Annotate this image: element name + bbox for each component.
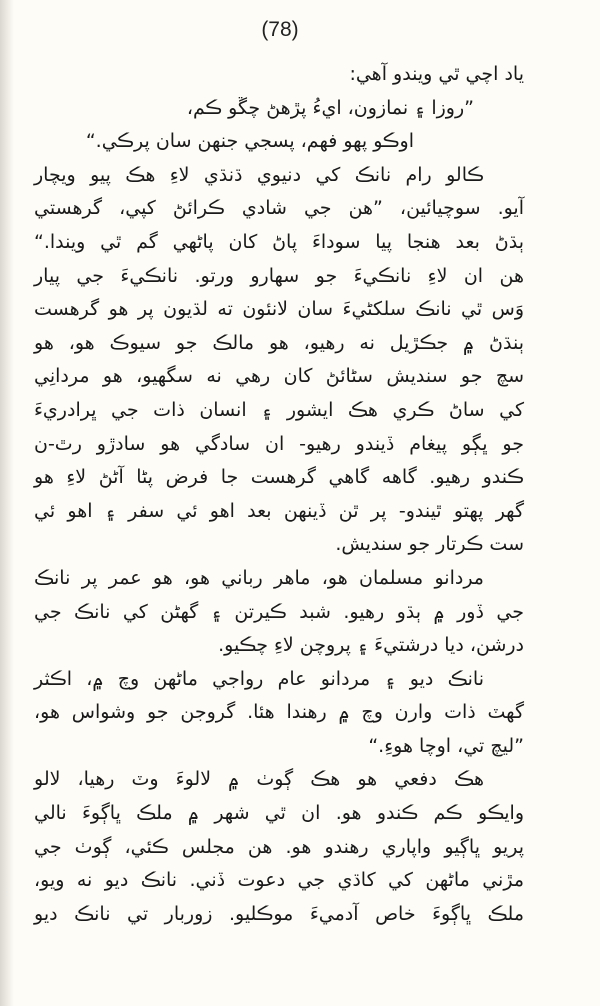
book-gutter-shadow <box>0 0 14 1006</box>
verse-line: اوڪو پهو فهم، پسجي جنهن سان پرڪي.“ <box>85 130 414 153</box>
text-line: هن ان لاءِ نانڪيءَ جو سهارو ورتو. نانڪيءَ جي پيار <box>34 264 524 287</box>
text-line: ٻڌڻ بعد هنجا پيا سوداءَ پاڻ کان پاڻهي گم ٿي ويندا.“ <box>34 230 524 253</box>
text-line: گهر پهتو ٿيندو- پر ٿن ڏينهن بعد اهو ئي سفر ۽ اهو ئي <box>34 499 524 522</box>
text-line: مڙني ماڻهن کي کاڌي جي دعوت ڏني. نانڪ ديو نه ويو، <box>34 869 524 892</box>
text-line: جو ڀڳو پيغام ڏيندو رهيو- ان سادگي هو سادڙو رٿ-ن <box>34 432 524 455</box>
text-line: آيو. سوچيائين، ”هن جي شادي ڪرائڻ کپي، گرهستي <box>34 197 524 220</box>
text-line: کي ساڻ ڪري هڪ ايشور ۽ انسان ذات جي ڀرادريءَ <box>34 398 524 421</box>
text-line: ياد اچي ٿي ويندو آهي: <box>349 63 524 85</box>
text-line: جي ڏور ۾ ٻڌو رهيو. شبد ڪيرتن ۽ گهڻن کي نانڪ جي <box>34 600 524 623</box>
quote-line: ”ليچ تي، اوچا هوءِ.“ <box>368 734 524 757</box>
paragraph-first-line: نانڪ ديو ۽ مردانو عام رواجي ماڻهن وچ ۾، اڪثر <box>34 667 484 690</box>
text-line: وايڪو ڪم ڪندو هو. ان ٿي شهر ۾ ملڪ ڀاڳوءَ نالي <box>34 802 524 825</box>
paragraph-first-line: هڪ دفعي هو هڪ ڳوٺ ۾ لالوءَ وٽ رهيا، لالو <box>34 768 484 791</box>
page-number: (78) <box>261 18 299 41</box>
text-line: پريو ڀاڳيو واپاري رهندو هو. هن مجلس ڪئي، ڳوٺ جي <box>34 835 524 858</box>
text-line: ڪندو رهيو. گاهه گاهي گرهست جا فرض پڻا آڻڻ لاءِ هو <box>34 466 524 489</box>
paragraph-first-line: مردانو مسلمان هو، ماهر رباني هو، هو عمر پر نانڪ <box>34 566 484 589</box>
text-line: سچ جو سنديش سڻائڻ کان رهي نه سگهيو، هو مردانِي <box>34 365 524 388</box>
paragraph-last-line: ست ڪرتار جو سنديش. <box>335 533 524 556</box>
page-body-text <box>34 58 524 931</box>
verse-line: ”روزا ۽ نمازون، ايءُ پڙهڻ چڱو ڪم، <box>186 96 474 119</box>
paragraph-last-line: درشن، ديا درشتيءَ ۽ پروچن لاءِ چڪيو. <box>218 634 524 657</box>
text-line: وَس ٿي نانڪ سلکڻيءَ سان لانئون ته لڌيون پر هو گرهست <box>34 298 524 321</box>
text-line: گهٽ ذات وارن وچ ۾ رهندا هئا. گروجن جو وشواس هو، <box>34 701 524 724</box>
text-line: ملڪ ڀاڳوءَ خاص آدميءَ موڪليو. زوربار تي نانڪ ديو <box>34 902 524 925</box>
paragraph-first-line: ڪالو رام نانڪ کي دنيوي ڌنڌي لاءِ هڪ پيو ويچار <box>34 163 484 186</box>
text-line: ٻنڌڻ ۾ جڪڙيل نه رهيو، هو مالڪ جو سيوڪ هو، هو <box>34 331 524 354</box>
